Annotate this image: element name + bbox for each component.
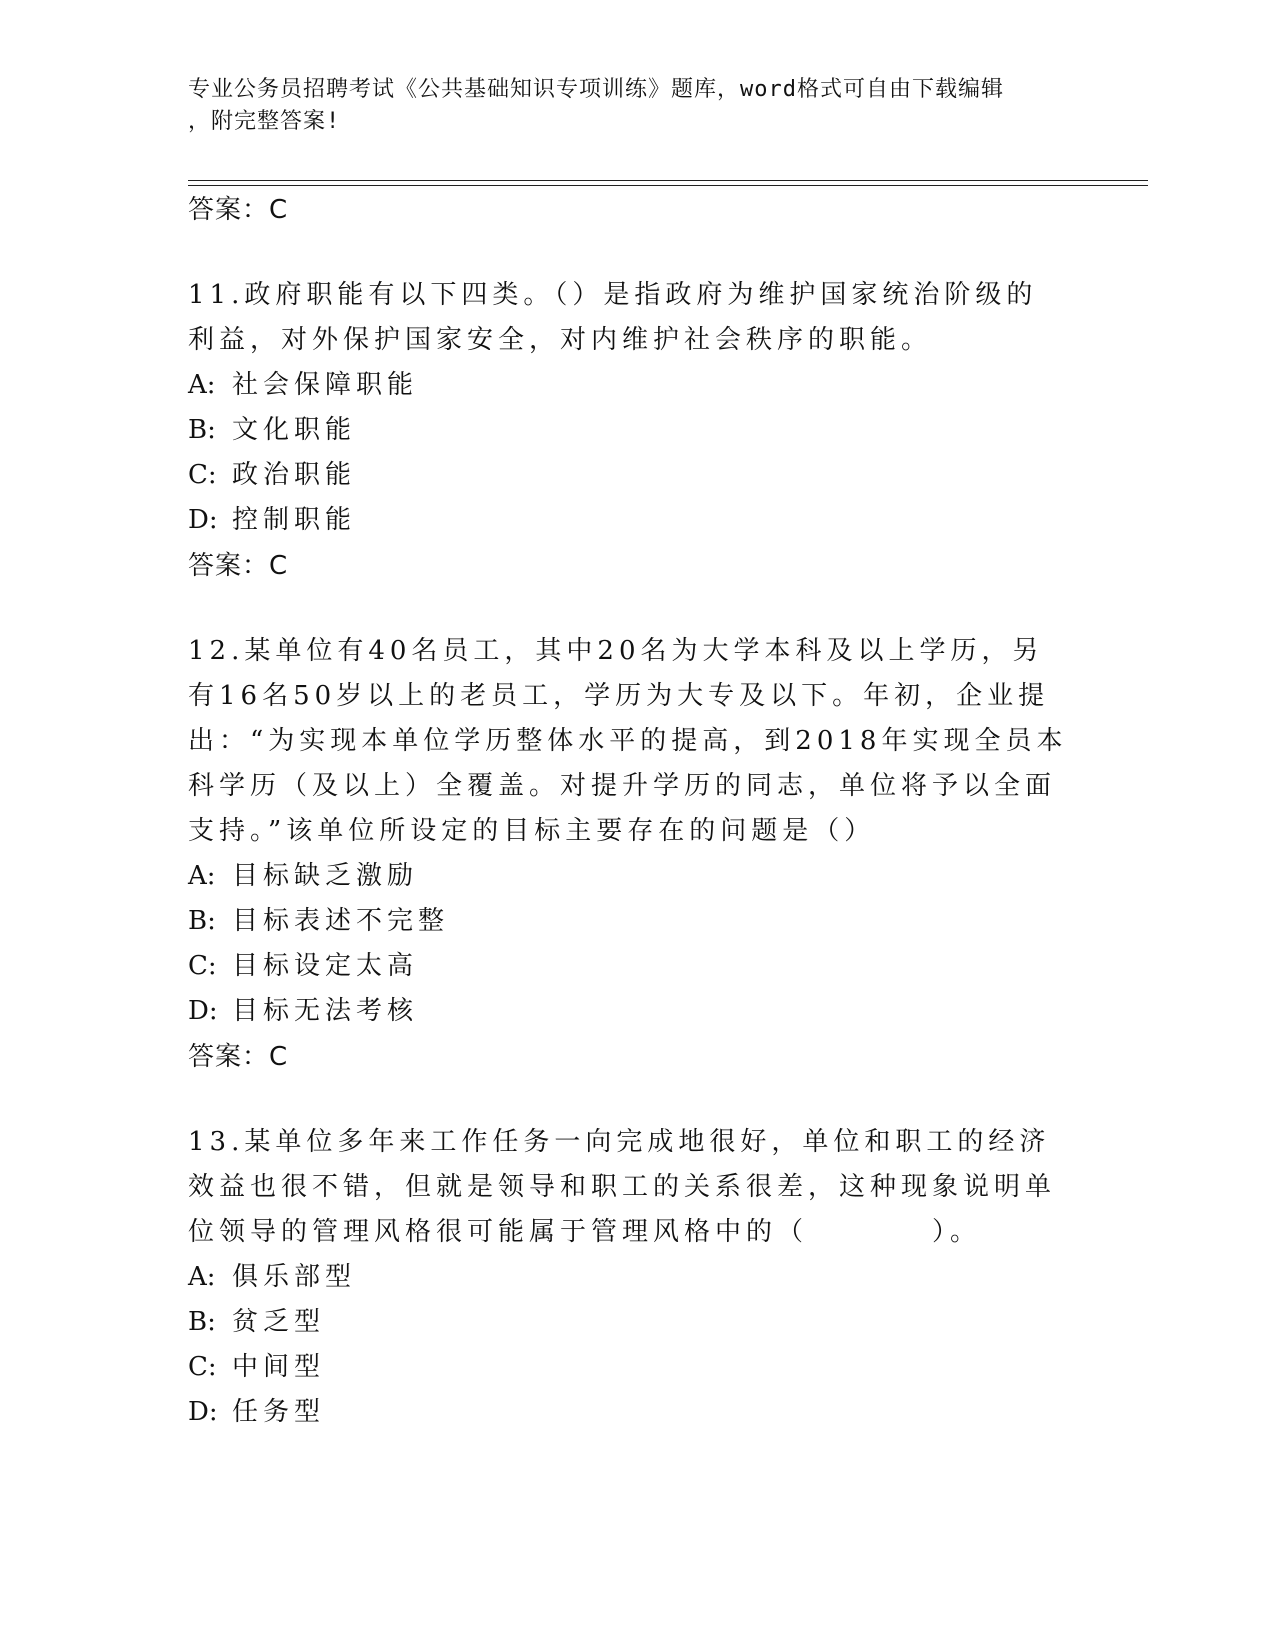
question-stem: 13.某单位多年来工作任务一向完成地很好，单位和职工的经济效益也很不错，但就是领导和职工的关系很差，这种现象说明单位领导的管理风格很可能属于管理风格中的（ ）。 [188,1127,1057,1247]
option-a [188,1255,1068,1300]
option-label: A: [188,1262,216,1292]
document-header [188,74,1068,138]
question-stem: 11.政府职能有以下四类。（）是指政府为维护国家统治阶级的利益，对外保护国家安全，对内维护社会秩序的职能。 [188,280,1038,355]
option-a [188,363,1068,408]
question-answer: 答案：C [188,551,289,581]
option-c [188,453,1068,498]
option-c [188,1345,1068,1390]
question-stem: 12.某单位有40名员工，其中20名为大学本科及以上学历，另有16名50岁以上的老员工，学历为大专及以下。年初，企业提出：“为实现本单位学历整体水平的提高，到2018年实现全员本科学历（及以上）全覆盖。对提升学历的同志，单位将予以全面支持。”该单位所设定的目标主要存在的问题是（） [188,636,1068,846]
option-label: A: [188,861,216,891]
option-label: B: [188,415,216,445]
option-text: 目标无法考核 [232,996,419,1026]
option-d [188,498,1068,543]
option-label: D: [188,996,218,1026]
option-text: 政治职能 [232,460,357,490]
header-rule-bottom [188,185,1148,186]
question-answer: 答案：C [188,1042,289,1072]
option-d [188,1390,1068,1435]
option-b [188,1300,1068,1345]
option-label: B: [188,1307,216,1337]
option-d [188,989,1068,1034]
option-label: B: [188,906,216,936]
header-line-1: 专业公务员招聘考试《公共基础知识专项训练》题库，word格式可自由下载编辑 [188,77,1004,102]
option-text: 目标缺乏激励 [232,861,419,891]
option-a [188,854,1068,899]
question-12 [188,629,1068,1080]
document-body [188,187,1068,1435]
option-b [188,899,1068,944]
option-label: C: [188,951,217,981]
question-13 [188,1120,1068,1435]
option-b [188,408,1068,453]
option-text: 目标表述不完整 [232,906,450,936]
option-text: 任务型 [232,1397,326,1427]
header-line-2: ，附完整答案! [188,109,341,134]
option-text: 贫乏型 [232,1307,326,1337]
option-c [188,944,1068,989]
option-label: C: [188,1352,217,1382]
option-label: C: [188,460,217,490]
header-rule-top [188,180,1148,181]
option-text: 文化职能 [232,415,357,445]
option-text: 社会保障职能 [232,370,419,400]
previous-answer: 答案：C [188,195,289,225]
option-label: D: [188,505,218,535]
option-text: 目标设定太高 [232,951,419,981]
option-label: D: [188,1397,218,1427]
option-text: 俱乐部型 [232,1262,357,1292]
option-label: A: [188,370,216,400]
option-text: 控制职能 [232,505,357,535]
option-text: 中间型 [232,1352,326,1382]
question-11 [188,273,1068,589]
